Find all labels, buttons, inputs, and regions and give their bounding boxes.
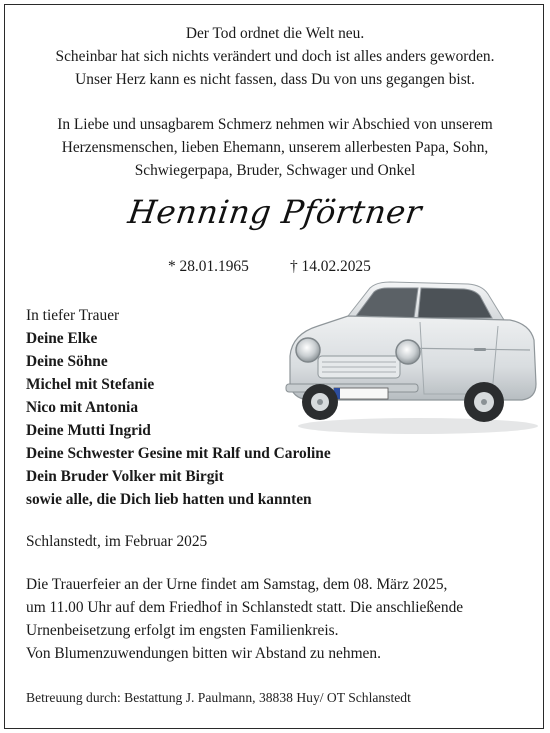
mourner-entry: Dein Bruder Volker mit Birgit [26,468,224,485]
mourner-entry: Deine Mutti Ingrid [26,422,151,439]
ceremony-line: Die Trauerfeier an der Urne findet am Samstag, dem 08. März 2025, [26,576,448,593]
ceremony-line: Von Blumenzuwendungen bitten wir Abstand zu nehmen. [26,645,381,662]
death-date: † 14.02.2025 [290,258,371,275]
car-image [278,276,540,438]
ceremony-line: um 11.00 Uhr auf dem Friedhof in Schlanstedt statt. Die anschließende [26,599,464,616]
intro-line: Der Tod ordnet die Welt neu. [185,25,365,42]
dedication-text [0,113,550,182]
dedication-line: Herzensmenschen, lieben Ehemann, unserem allerbesten Papa, Sohn, [61,139,489,156]
mourner-entry: Michel mit Stefanie [26,376,155,393]
deceased-name: Henning Pförtner [125,193,425,231]
mourner-entry: sowie alle, die Dich lieb hatten und kannten [26,491,312,508]
funeral-home-credit: Betreuung durch: Bestattung J. Paulmann, 38838 Huy/ OT Schlanstedt [26,690,411,705]
mourners-intro: In tiefer Trauer [26,307,120,324]
mourner-entry: Deine Elke [26,330,98,347]
mourner-entry: Nico mit Antonia [26,399,139,416]
intro-line: Unser Herz kann es nicht fassen, dass Du von uns gegangen bist. [75,71,475,88]
dedication-line: Schwiegerpapa, Bruder, Schwager und Onkel [134,162,416,179]
ceremony-line: Urnenbeisetzung erfolgt im engsten Familienkreis. [26,622,339,639]
place-date: Schlanstedt, im Februar 2025 [26,533,208,550]
mourner-entry: Deine Söhne [26,353,108,370]
intro-verse [0,22,550,91]
ceremony-info [26,573,522,665]
mourner-entry: Deine Schwester Gesine mit Ralf und Caroline [26,445,331,462]
birth-date: * 28.01.1965 [168,258,249,275]
dedication-line: In Liebe und unsagbarem Schmerz nehmen wir Abschied von unserem [57,116,493,133]
intro-line: Scheinbar hat sich nichts verändert und doch ist alles anders geworden. [55,48,495,65]
